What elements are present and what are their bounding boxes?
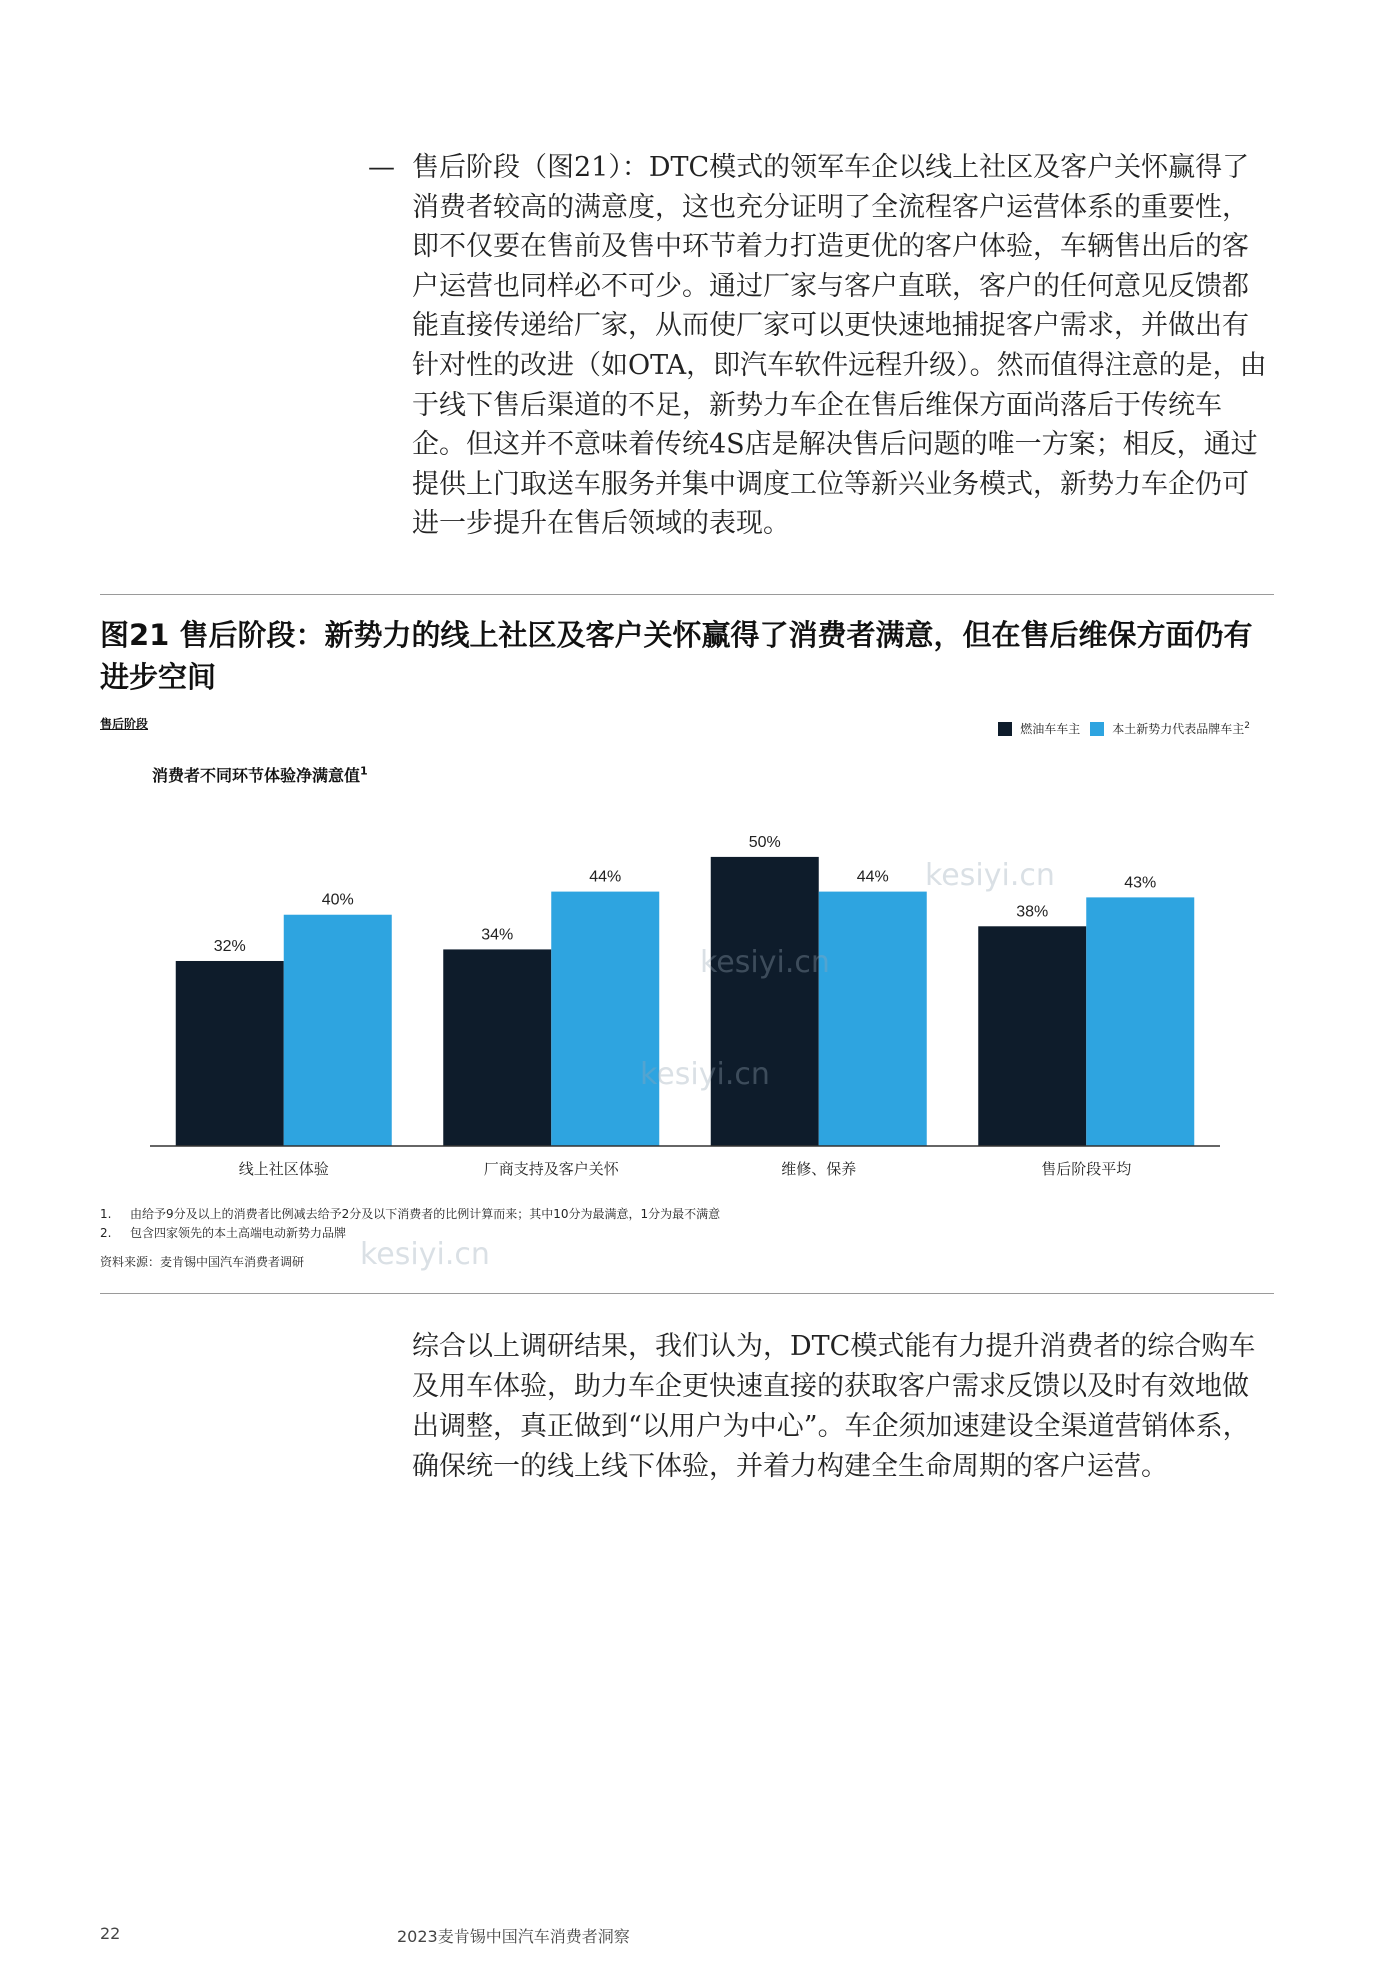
- legend-label-ice: 燃油车车主: [1020, 722, 1081, 736]
- chart-subtitle-text: 消费者不同环节体验净满意值: [152, 766, 361, 785]
- bar-label-ice-3: 38%: [1016, 903, 1049, 921]
- report-title: 2023麦肯锡中国汽车消费者洞察: [397, 1927, 630, 1946]
- conclusion-paragraph: 综合以上调研结果，我们认为，DTC模式能有力提升消费者的综合购车及用车体验，助力车企更快速直接的获取客户需求反馈以及时有效地做出调整，真正做到“以用户为中心”。车企须加速建设全渠道营销体系，确保统一的线上线下体验，并着力构建全生命周期的客户运营。: [412, 1331, 1256, 1482]
- page-number: 22: [100, 1924, 121, 1943]
- intro-text: 售后阶段（图21）：DTC模式的领军车企以线上社区及客户关怀赢得了消费者较高的满意度，这也充分证明了全流程客户运营体系的重要性，即不仅要在售前及售中环节着力打造更优的客户体验，车辆售出后的客户运营也同样必不可少。通过厂家与客户直联，客户的任何意见反馈都能直接传递给厂家，从而使厂家可以更快速地捕捉客户需求，并做出有针对性的改进（如OTA，即汽车软件远程升级）。然而值得注意的是，由于线下售后渠道的不足，新势力车企在售后维保方面尚落后于传统车企。但这并不意味着传统4S店是解决售后问题的唯一方案；相反，通过提供上门取送车服务并集中调度工位等新兴业务模式，新势力车企仍可进一步提升在售后领域的表现。: [412, 152, 1267, 540]
- watermark-4: kesiyi.cn: [360, 1237, 490, 1272]
- legend-label-nev: 本土新势力代表品牌车主: [1112, 722, 1245, 736]
- figure-title: 图21 售后阶段：新势力的线上社区及客户关怀赢得了消费者满意，但在售后维保方面仍有进步空间: [100, 618, 1253, 694]
- chart-notes: [100, 1205, 1270, 1272]
- bar-label-nev-0: 40%: [321, 891, 354, 909]
- bar-label-ice-0: 32%: [213, 937, 246, 955]
- intro-dash: —: [368, 152, 395, 183]
- watermark-3: kesiyi.cn: [640, 1057, 770, 1092]
- source-note: 资料来源：麦肯锡中国汽车消费者调研: [100, 1255, 305, 1269]
- category-label-3: 售后阶段平均: [1041, 1160, 1132, 1178]
- note-2: [100, 1224, 1270, 1243]
- bar-nev-2: [819, 892, 927, 1146]
- bar-nev-0: [284, 915, 392, 1146]
- legend-item-ice: [998, 720, 1080, 737]
- legend-label-nev-sup: 2: [1244, 721, 1250, 731]
- legend-swatch-ice: [998, 722, 1012, 736]
- bar-ice-0: [176, 961, 284, 1146]
- bar-label-nev-2: 44%: [856, 868, 889, 886]
- chart-subtitle: [152, 763, 368, 786]
- bar-nev-3: [1086, 897, 1194, 1146]
- note-1: [100, 1205, 1270, 1224]
- legend-swatch-nev: [1090, 722, 1104, 736]
- note-1-number: 1.: [100, 1207, 112, 1221]
- bar-ice-1: [443, 949, 551, 1146]
- bar-label-nev-3: 43%: [1124, 874, 1157, 892]
- category-label-2: 维修、保养: [781, 1160, 857, 1178]
- bar-label-ice-2: 50%: [748, 833, 781, 851]
- divider-bottom: [100, 1293, 1274, 1294]
- note-2-text: 包含四家领先的本土高端电动新势力品牌: [130, 1226, 347, 1240]
- bar-label-nev-1: 44%: [589, 868, 622, 886]
- section-label: 售后阶段: [100, 717, 149, 731]
- intro-paragraph: [368, 148, 1274, 544]
- bar-ice-3: [978, 926, 1086, 1146]
- bar-chart: [130, 808, 1250, 1188]
- category-label-0: 线上社区体验: [238, 1160, 329, 1178]
- legend-item-nev: [1090, 720, 1250, 737]
- chart-subtitle-sup: 1: [360, 764, 368, 778]
- bar-nev-1: [551, 892, 659, 1146]
- note-2-number: 2.: [100, 1226, 112, 1240]
- watermark-1: kesiyi.cn: [925, 858, 1055, 893]
- bar-ice-2: [711, 857, 819, 1146]
- bar-label-ice-1: 34%: [481, 926, 514, 944]
- chart-legend: [998, 720, 1250, 737]
- note-1-text: 由给予9分及以上的消费者比例减去给予2分及以下消费者的比例计算而来；其中10分为最满意，1分为最不满意: [130, 1207, 721, 1221]
- divider-top: [100, 594, 1274, 595]
- watermark-2: kesiyi.cn: [700, 945, 830, 980]
- category-label-1: 厂商支持及客户关怀: [483, 1160, 619, 1178]
